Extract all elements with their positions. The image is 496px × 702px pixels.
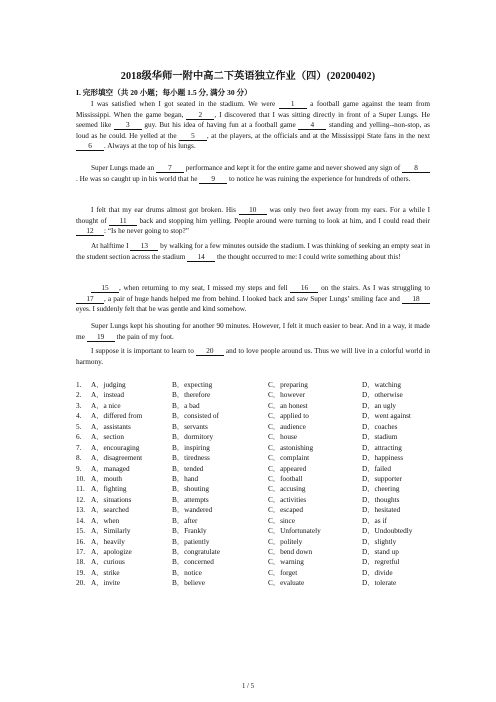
question-number: 19. [76,568,86,577]
option-d[interactable]: D．an ugly [362,401,397,410]
option-d[interactable]: D．slightly [362,537,397,546]
passage-text: , I discovered that I was sitting directly in front of a Super Lungs. He seemed like [76,110,430,130]
option-row-15 [76,526,436,536]
option-c[interactable]: C．Unfortunately [268,527,321,536]
question-number: 17. [76,548,86,556]
option-c[interactable]: C．activities [268,495,307,504]
question-number: 9. [76,464,82,473]
passage-text: guy. But his idea of having fun at a football game [141,121,299,130]
question-number: 2. [76,391,82,400]
option-d[interactable]: D．went against [362,412,411,421]
option-a[interactable]: A．differed from [91,412,143,421]
option-b[interactable]: B．a bad [172,401,200,410]
passage-text: eyes. I suddenly felt that he was gentle and kind somehow. [76,305,247,314]
option-row-19 [76,568,436,578]
question-number: 15. [76,527,86,536]
passage-text: . He was so caught up in his world that he [76,174,200,183]
option-b[interactable]: B．notice [172,568,202,577]
option-c[interactable]: C．complaint [268,454,310,463]
option-b[interactable]: B．wandered [172,506,213,515]
option-a[interactable]: A．curious [91,558,125,567]
option-row-13 [76,505,436,515]
option-a[interactable]: A．a nice [91,401,121,410]
option-b[interactable]: B．inspiring [172,443,210,452]
question-number: 16. [76,537,86,546]
option-a[interactable]: A．instead [91,391,125,400]
option-row-10 [76,474,436,484]
question-number: 12. [76,495,86,504]
blank-15[interactable]: 15 [91,284,119,293]
option-a[interactable]: A．searched [91,506,129,515]
option-a[interactable]: A．managed [91,464,130,473]
option-row-11 [76,484,436,494]
passage-text: , a pair of huge hands helped me from behind. I looked back and saw Super Lungs’ smiling face and [104,294,402,303]
option-c[interactable]: C．however [268,391,306,400]
option-a[interactable]: A．encouraging [91,443,140,452]
passage-text: , when returning to my seat, I missed my steps and fell [119,284,291,292]
page-number: 1 / 5 [241,683,255,690]
option-c[interactable]: C．house [268,433,298,442]
question-number: 20. [76,579,86,588]
blank-11[interactable]: 11 [109,217,137,226]
option-row-9 [76,464,436,474]
passage-text: performance and kept it for the entire game and never showed any sign of [183,164,402,172]
option-row-18 [76,557,436,567]
option-c[interactable]: C．football [268,474,303,483]
blank-9[interactable]: 9 [199,175,227,184]
blank-17[interactable]: 17 [76,295,104,304]
option-a[interactable]: A．situations [91,495,132,504]
question-number: 1. [76,381,82,389]
passage-text: I felt that my ear drums almost got broken. His [91,206,239,214]
option-b[interactable]: B．congratulate [172,548,220,556]
option-a[interactable]: A．Similarly [91,527,131,536]
passage-paragraph-2 [76,163,430,184]
option-c[interactable]: C．politely [268,537,303,546]
option-d[interactable]: D．supporter [362,474,402,483]
passage-text: standing and yelling--non-stop, as loud as he could. He yelled at the [76,121,430,140]
option-a[interactable]: A．invite [91,579,120,588]
passage-paragraph-5 [76,283,430,315]
option-row-17 [76,547,436,557]
option-d[interactable]: D．hesitated [362,506,401,515]
option-c[interactable]: C．audience [268,422,306,431]
option-row-2 [76,390,436,400]
passage-text: Super Lungs made an [91,164,156,172]
question-number: 14. [76,516,86,525]
passage-text: , at the players, at the officials and at the Mississippi State fans in the next [206,131,430,140]
option-a[interactable]: A．judging [91,381,126,389]
option-c[interactable]: C．since [268,516,295,525]
option-d[interactable]: D．tolerate [362,579,397,588]
option-c[interactable]: C．escaped [268,506,304,515]
option-d[interactable]: D．Undoubtedly [362,527,413,536]
blank-8[interactable]: 8 [402,164,430,173]
passage-text: Super Lungs kept his shouting for another 90 minutes. However, I felt it much easier to bear. And in a way, it made me [76,322,430,341]
blank-7[interactable]: 7 [156,164,184,173]
blank-2[interactable]: 2 [186,111,214,120]
option-b[interactable]: B．concerned [172,558,214,567]
passage-text: to notice he was ruining the experience for hundreds of others. [227,174,411,183]
question-number: 4. [76,412,82,421]
passage-paragraph-3 [76,205,430,237]
option-a[interactable]: A．apologize [91,548,132,556]
passage-text: I suppose it is important to learn to [91,347,196,355]
passage-paragraph-6 [76,321,430,342]
option-d[interactable]: D．cheering [362,485,400,494]
option-d[interactable]: D．coaches [362,422,398,431]
passage-text: and to love people around us. Thus we will live in a colorful world in harmony. [76,347,430,366]
option-c[interactable]: C．astonishing [268,443,314,452]
page-title: 2018级华师一附中高二下英语独立作业（四）(20200402) [120,71,376,82]
blank-19[interactable]: 19 [87,333,115,342]
passage-paragraph-7 [76,346,430,367]
option-d[interactable]: D．otherwise [362,391,403,400]
passage-text: by walking for a few minutes outside the stadium. I was thinking of seeking an empty seat in the student section across the stadium [76,242,431,261]
option-row-8 [76,453,436,463]
option-d[interactable]: D．watching [362,381,402,389]
option-row-14 [76,516,436,526]
blank-12[interactable]: 12 [76,227,104,236]
question-number: 7. [76,443,82,452]
option-b[interactable]: B．patiently [172,537,210,546]
passage-paragraph-4 [76,241,430,262]
option-d[interactable]: D．stadium [362,433,398,442]
option-row-12 [76,495,436,505]
question-number: 8. [76,454,82,463]
passage-text: . Always at the top of his lungs. [104,142,196,151]
option-a[interactable]: A．disagreement [91,454,143,463]
blank-5[interactable]: 5 [179,132,207,141]
option-b[interactable]: B．expecting [172,381,213,389]
passage-paragraph-1 [76,99,430,152]
option-d[interactable]: D．failed [362,464,391,473]
option-row-1 [76,380,436,390]
passage-text: the pain of my foot. [114,332,174,341]
blank-1[interactable]: 1 [279,100,307,109]
option-b[interactable]: B．shouting [172,485,210,494]
passage-text: At halftime I [91,242,131,250]
option-c[interactable]: C．warning [268,558,304,567]
option-d[interactable]: D．as if [362,516,387,525]
option-d[interactable]: D．happiness [362,454,404,463]
option-c[interactable]: C．appeared [268,464,307,473]
option-row-3 [76,401,436,411]
option-b[interactable]: B．consisted of [172,412,219,421]
passage-text: I was satisfied when I got seated in the stadium. We were [91,100,279,108]
option-d[interactable]: D．stand up [362,548,399,556]
option-b[interactable]: B．dormitory [172,433,214,442]
option-a[interactable]: A．heavily [91,537,125,546]
question-number: 18. [76,558,86,567]
option-d[interactable]: D．thoughts [362,495,400,504]
option-a[interactable]: A．strike [91,568,120,577]
option-b[interactable]: B．tiredness [172,454,210,463]
option-a[interactable]: A．section [91,433,125,442]
question-number: 10. [76,474,86,483]
blank-14[interactable]: 14 [187,253,215,262]
option-c[interactable]: C．forget [268,568,298,577]
option-b[interactable]: B．Frankly [172,527,207,536]
blank-13[interactable]: 13 [130,242,158,251]
option-c[interactable]: C．preparing [268,381,308,389]
option-d[interactable]: D．attracting [362,443,402,452]
question-number: 5. [76,422,82,431]
question-number: 6. [76,433,82,442]
option-d[interactable]: D．divide [362,568,393,577]
option-c[interactable]: C．evaluate [268,579,305,588]
option-b[interactable]: B．tended [172,464,204,473]
blank-10[interactable]: 10 [239,206,267,215]
option-b[interactable]: B．believe [172,579,206,588]
blank-4[interactable]: 4 [298,121,326,130]
option-row-16 [76,537,436,547]
option-a[interactable]: A．assistants [91,422,131,431]
option-b[interactable]: B．after [172,516,198,525]
blank-6[interactable]: 6 [76,142,104,151]
option-c[interactable]: C．an honest [268,401,308,410]
option-row-7 [76,443,436,453]
option-c[interactable]: C．bend down [268,548,313,556]
blank-16[interactable]: 16 [290,284,318,293]
option-row-5 [76,422,436,432]
passage-text: on the stairs. As I was struggling to [318,284,430,292]
passage-text: a football game against the team from Mississippi. When the game began, [76,100,430,119]
question-number: 13. [76,506,86,515]
answer-options-table [76,380,436,589]
option-c[interactable]: C．applied to [268,412,309,421]
option-row-20 [76,578,436,588]
option-b[interactable]: B．servants [172,422,208,431]
question-number: 11. [76,485,85,494]
option-b[interactable]: B．attempts [172,495,209,504]
blank-18[interactable]: 18 [402,295,430,304]
question-number: 3. [76,401,82,410]
option-a[interactable]: A．fighting [91,485,127,494]
option-c[interactable]: C．accusing [268,485,306,494]
passage-text: the thought occurred to me: I could write something about this! [215,252,401,261]
option-d[interactable]: D．regretful [362,558,400,567]
section-heading: I. 完形填空（共 20 小题；每小题 1.5 分, 满分 30 分） [76,88,252,97]
blank-20[interactable]: 20 [196,347,224,356]
passage-text: : “Is he never going to stop?” [104,227,189,236]
passage-text: back and stopping him yelling. People around were turning to look at him, and I could read their [137,216,430,225]
option-b[interactable]: B．therefore [172,391,211,400]
option-row-4 [76,411,436,421]
option-b[interactable]: B．hand [172,474,199,483]
option-a[interactable]: A．when [91,516,120,525]
option-a[interactable]: A．mouth [91,474,123,483]
blank-3[interactable]: 3 [114,121,142,130]
option-row-6 [76,432,436,442]
passage-text: was only two feet away from my ears. For a while I thought of [76,206,430,225]
